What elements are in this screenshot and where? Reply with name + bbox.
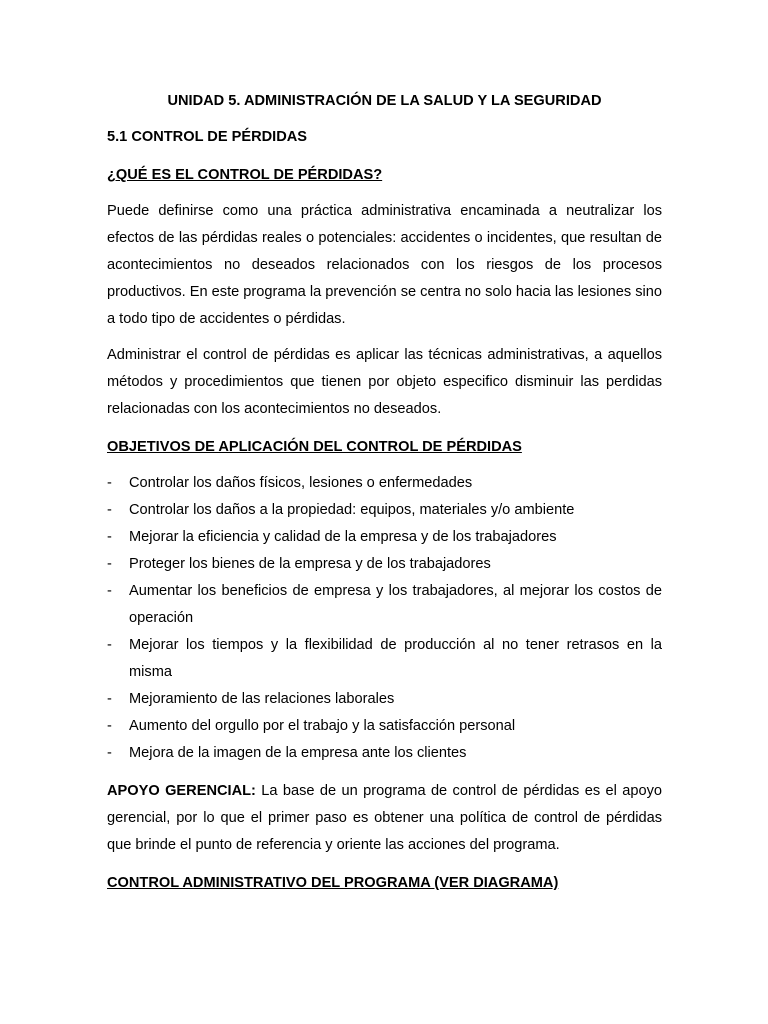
paragraph-definition: Puede definirse como una práctica administrativa encaminada a neutralizar los efectos de las pérdidas reales o potenciales: accidentes o incidentes, que resultan de acontecimientos no deseados relacionados con los riesgos de los procesos productivos. En este programa la prevención se centra no solo hacia las lesiones sino a todo tipo de accidentes o pérdidas. xyxy=(107,203,662,327)
bullet-dash: - xyxy=(107,691,112,707)
bullet-dash: - xyxy=(107,502,112,518)
support-text: La base de un programa de control de pérdidas es el apoyo gerencial, por lo que el primer paso es obtener una política de control de pérdidas que brinde el punto de referencia y oriente las acciones del programa. xyxy=(107,783,662,853)
list-item xyxy=(107,551,662,578)
control-heading: CONTROL ADMINISTRATIVO DEL PROGRAMA (VER DIAGRAMA) xyxy=(107,875,559,891)
bullet-dash: - xyxy=(107,745,112,761)
section-heading: 5.1 CONTROL DE PÉRDIDAS xyxy=(107,129,308,145)
bullet-dash: - xyxy=(107,556,112,572)
list-item xyxy=(107,524,662,551)
paragraph-administration: Administrar el control de pérdidas es aplicar las técnicas administrativas, a aquellos métodos y procedimientos que tienen por objeto especifico disminuir las perdidas relacionadas con los acontecimientos no deseados. xyxy=(107,347,662,417)
list-item-text: Proteger los bienes de la empresa y de los trabajadores xyxy=(129,556,491,572)
list-item xyxy=(107,497,662,524)
bullet-dash: - xyxy=(107,718,112,734)
document-title: UNIDAD 5. ADMINISTRACIÓN DE LA SALUD Y LA SEGURIDAD xyxy=(167,93,602,109)
list-item-text: Mejora de la imagen de la empresa ante los clientes xyxy=(129,745,467,761)
list-item xyxy=(107,740,662,767)
list-item-text: Mejoramiento de las relaciones laborales xyxy=(129,691,395,707)
list-item xyxy=(107,632,662,686)
paragraph-management-support xyxy=(107,778,662,859)
list-item-text: Controlar los daños a la propiedad: equipos, materiales y/o ambiente xyxy=(129,502,575,518)
list-item-text: Aumento del orgullo por el trabajo y la satisfacción personal xyxy=(129,718,516,734)
list-item xyxy=(107,578,662,632)
bullet-dash: - xyxy=(107,583,112,599)
bullet-dash: - xyxy=(107,637,112,653)
objectives-list xyxy=(107,470,662,767)
bullet-dash: - xyxy=(107,529,112,545)
support-lead: APOYO GERENCIAL: xyxy=(107,783,256,799)
question-heading: ¿QUÉ ES EL CONTROL DE PÉRDIDAS? xyxy=(107,167,383,183)
list-item-text: Controlar los daños físicos, lesiones o enfermedades xyxy=(129,475,473,491)
bullet-dash: - xyxy=(107,475,112,491)
list-item xyxy=(107,470,662,497)
list-item xyxy=(107,713,662,740)
list-item-text: Mejorar la eficiencia y calidad de la empresa y de los trabajadores xyxy=(129,529,557,545)
list-item-text: Mejorar los tiempos y la flexibilidad de producción al no tener retrasos en la misma xyxy=(129,637,662,680)
objectives-heading: OBJETIVOS DE APLICACIÓN DEL CONTROL DE PÉRDIDAS xyxy=(107,439,522,455)
list-item-text: Aumentar los beneficios de empresa y los trabajadores, al mejorar los costos de operación xyxy=(129,583,662,626)
list-item xyxy=(107,686,662,713)
